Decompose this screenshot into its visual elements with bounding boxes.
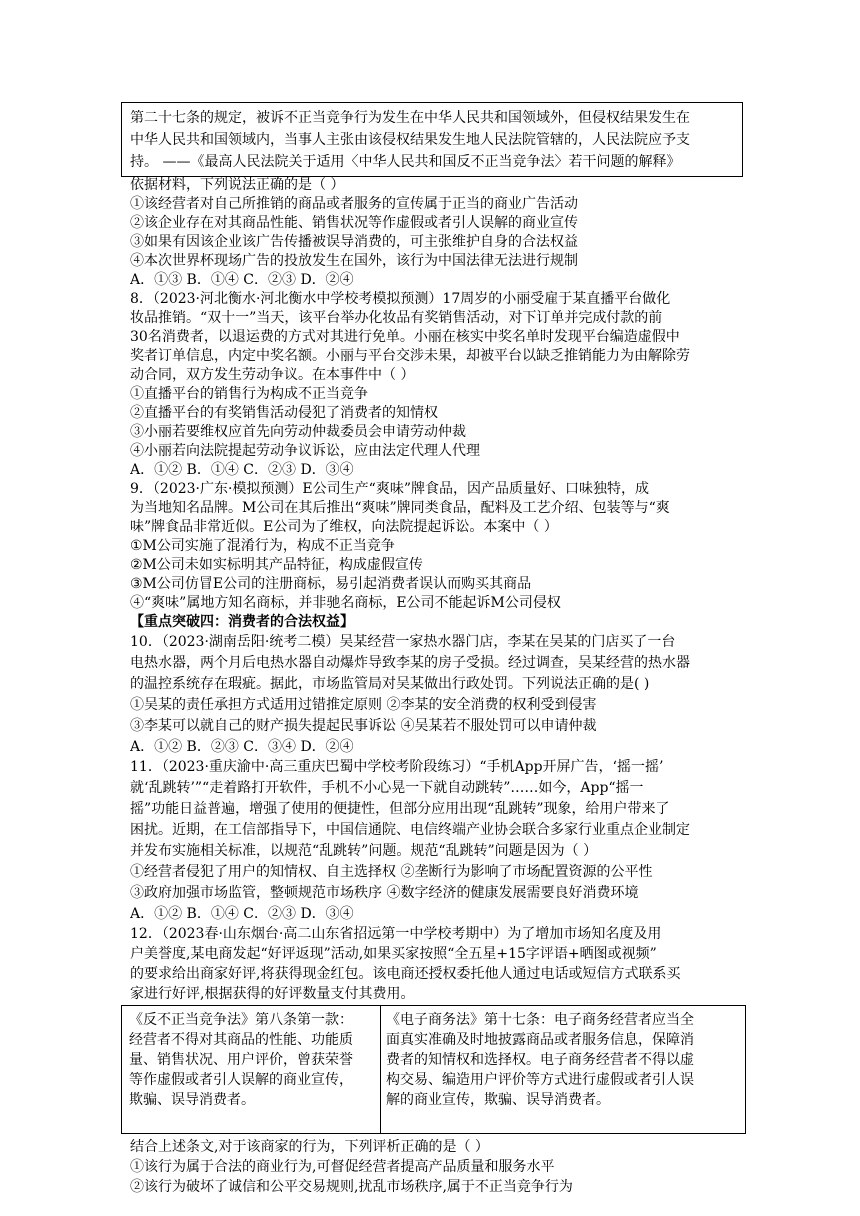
question-8: 妆品推销。“双十一”当天，该平台举办化妆品有奖销售活动，对下订单并完成付款的前	[130, 310, 663, 326]
option-line: ③李某可以就自己的财产损失提起民事诉讼 ④吴某若不服处罚可以申请仲裁	[130, 718, 597, 734]
option-line: ①M公司实施了混淆行为，构成不正当竞争	[130, 538, 395, 554]
question-stem: 依据材料，下列说法正确的是（ ）	[130, 177, 345, 193]
quote-line: 持。 ——《最高人民法院关于适用〈中华人民共和国反不正当竞争法〉若干问题的解释》	[130, 154, 681, 170]
law-table-right-cell	[386, 1010, 742, 1110]
option-line: ④本次世界杯现场广告的投放发生在国外，该行为中国法律无法进行规制	[130, 253, 578, 269]
law-text-line: 经营者不得对其商品的性能、功能质	[129, 1032, 353, 1048]
quote-line: 第二十七条的规定，被诉不正当竞争行为发生在中华人民共和国领域外，但侵权结果发生在	[130, 110, 690, 126]
option-line: ③政府加强市场监管，整顿规范市场秩序 ④数字经济的健康发展需要良好消费环境	[130, 885, 639, 901]
answer-choices: A．①② B．②③ C．③④ D．②④	[130, 739, 354, 755]
law-text-line: 《反不正当竞争法》第八条第一款：	[129, 1012, 353, 1028]
option-line: ①经营者侵犯了用户的知情权、自主选择权 ②垄断行为影响了市场配置资源的公平性	[130, 864, 653, 880]
option-line: ①该经营者对自己所推销的商品或者服务的宣传属于正当的商业广告活动	[130, 196, 578, 212]
question-11: 困扰。近期，在工信部指导下，中国信通院、电信终端产业协会联合多家行业重点企业制定	[130, 822, 690, 838]
question-9: 味”牌食品非常近似。E公司为了维权，向法院提起诉讼。本案中（ ）	[130, 519, 558, 535]
question-8: 30名消费者，以退运费的方式对其进行免单。小丽在核实中奖名单时发现平台编造虚假中	[130, 329, 680, 345]
question-9: 9．（2023·广东·模拟预测）E公司生产“爽味”牌食品，因产品质量好、口味独特，成	[130, 481, 649, 497]
quote-line: 中华人民共和国领域内，当事人主张由该侵权结果发生地人民法院管辖的，人民法院应予支	[130, 132, 690, 148]
law-table-divider	[380, 1005, 381, 1134]
law-table-left-cell	[129, 1010, 375, 1110]
question-10: 电热水器，两个月后电热水器自动爆炸导致李某的房子受损。经过调查，吴某经营的热水器	[130, 655, 690, 671]
answer-choices: A．①② B．①④ C．②③ D．③④	[130, 462, 354, 478]
option-line: ①吴某的责任承担方式适用过错推定原则 ②李某的安全消费的权利受到侵害	[130, 697, 597, 713]
option-line: ②直播平台的有奖销售活动侵犯了消费者的知情权	[130, 405, 438, 421]
question-9: 为当地知名品牌。M公司在其后推出“爽味”牌同类食品，配料及工艺介绍、包装等与“爽	[130, 500, 670, 516]
option-line: ②该企业存在对其商品性能、销售状况等作虚假或者引人误解的商业宣传	[130, 215, 578, 231]
question-12: 的要求给出商家好评,将获得现金红包。该电商还授权委托他人通过电话或短信方式联系买	[130, 966, 681, 982]
question-12: 12．（2023春·山东烟台·高二山东省招远第一中学校考期中）为了增加市场知名度及用	[130, 926, 662, 942]
question-10: 10．（2023·湖南岳阳·统考二模）吴某经营一家热水器门店，李某在吴某的门店买了一台	[130, 634, 676, 650]
option-line: ③M公司仿冒E公司的注册商标，易引起消费者误认而购买其商品	[130, 576, 532, 592]
law-text-line: 等作虚假或者引人误解的商业宣传，	[129, 1072, 353, 1088]
question-stem: 结合上述条文,对于该商家的行为，下列评析正确的是（ ）	[130, 1139, 489, 1155]
question-8: 奖者订单信息，内定中奖名额。小丽与平台交涉未果，却被平台以缺乏推销能力为由解除劳	[130, 348, 690, 364]
question-8: 动合同，双方发生劳动争议。在本事件中（ ）	[130, 367, 415, 383]
section-heading: 【重点突破四：消费者的合法权益】	[130, 614, 354, 630]
law-text-line: 面真实准确及时地披露商品或者服务信息，保障消	[386, 1032, 694, 1048]
option-line: ④小丽若向法院提起劳动争议诉讼，应由法定代理人代理	[130, 443, 480, 459]
question-11: 11．（2023·重庆渝中·高三重庆巴蜀中学校考阶段练习）“手机App开屏广告，‘摇一摇’	[130, 759, 664, 775]
question-12: 家进行好评,根据获得的好评数量支付其费用。	[130, 986, 415, 1002]
option-line: ②该行为破坏了诚信和公平交易规则,扰乱市场秩序,属于不正当竞争行为	[130, 1179, 573, 1195]
option-line: ①直播平台的销售行为构成不正当竞争	[130, 386, 368, 402]
law-text-line: 《电子商务法》第十七条：电子商务经营者应当全	[386, 1012, 694, 1028]
law-text-line: 费者的知情权和选择权。电子商务经营者不得以虚	[386, 1052, 694, 1068]
option-line: ②M公司未如实标明其产品特征，构成虚假宣传	[130, 557, 423, 573]
option-line: ④“爽味”属地方知名商标，并非驰名商标，E公司不能起诉M公司侵权	[130, 595, 561, 611]
question-10: 的温控系统存在瑕疵。据此，市场监管局对吴某做出行政处罚。下列说法正确的是( )	[130, 676, 650, 692]
question-12: 户美誉度,某电商发起“好评返现”活动,如果买家按照“全五星+15字评语+晒图或视频”	[130, 946, 657, 962]
question-11: 摇”功能日益普遍，增强了使用的便捷性，但部分应用出现“乱跳转”现象，给用户带来了	[130, 801, 670, 817]
option-line: ③小丽若要维权应首先向劳动仲裁委员会申请劳动仲裁	[130, 424, 466, 440]
law-text-line: 构交易、编造用户评价等方式进行虚假或者引人误	[386, 1072, 694, 1088]
answer-choices: A．①② B．①④ C．②③ D．③④	[130, 906, 354, 922]
question-8: 8．（2023·河北衡水·河北衡水中学校考模拟预测）17周岁的小丽受雇于某直播平台做化	[130, 291, 671, 307]
option-line: ③如果有因该企业该广告传播被误导消费的，可主张维护自身的合法权益	[130, 234, 578, 250]
question-11: 就‘乱跳转’”“走着路打开软件，手机不小心晃一下就自动跳转”……如今，App“摇一	[130, 780, 644, 796]
law-text-line: 量、销售状况、用户评价，曾获荣誉	[129, 1052, 353, 1068]
law-text-line: 解的商业宣传，欺骗、误导消费者。	[386, 1092, 610, 1108]
question-11: 并发布实施相关标准，以规范“乱跳转”问题。规范“乱跳转”问题是因为（ ）	[130, 843, 598, 859]
option-line: ①该行为属于合法的商业行为,可督促经营者提高产品质量和服务水平	[130, 1159, 555, 1175]
answer-choices: A．①③ B．①④ C．②③ D．②④	[130, 272, 354, 288]
law-text-line: 欺骗、误导消费者。	[129, 1092, 255, 1108]
